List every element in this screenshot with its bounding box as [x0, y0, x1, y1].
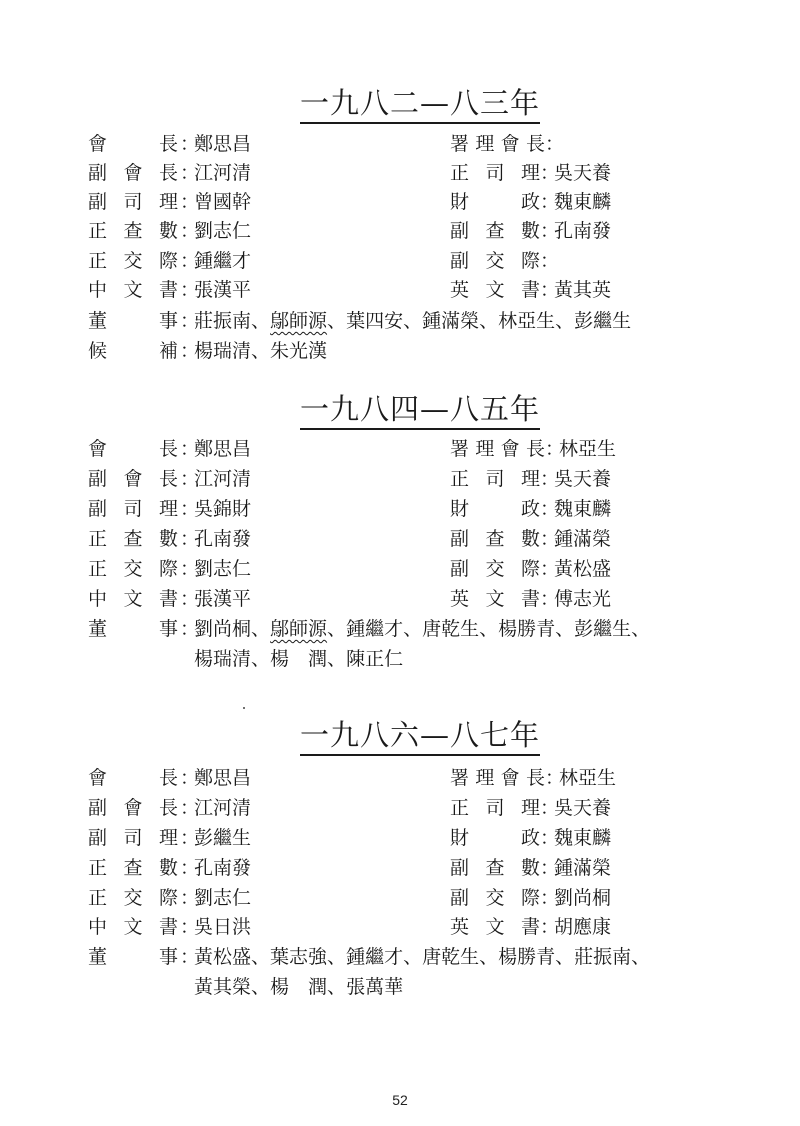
director-name: 莊振南	[574, 946, 632, 968]
officer-row	[0, 526, 800, 552]
director-name: 彭繼生	[574, 310, 632, 332]
colon: ：	[540, 279, 560, 301]
officer-label: 正查數	[88, 528, 178, 550]
director-name: 楊勝青	[498, 946, 556, 968]
officer-name: 傅志光	[554, 588, 612, 610]
colon: ：	[180, 438, 200, 460]
alternates-label: 候補	[88, 340, 178, 362]
director-name: 張萬華	[346, 976, 404, 998]
alternates-list: 楊瑞清、朱光漢	[194, 340, 328, 362]
director-name: 楊瑞清	[194, 648, 252, 670]
section-heading: 一九八四—八五年	[300, 392, 540, 430]
director-name: 黃其榮	[194, 976, 252, 998]
colon: ：	[180, 468, 200, 490]
alternate-name: 朱光漢	[270, 340, 328, 362]
colon: ：	[180, 498, 200, 520]
officer-label: 署理會長	[450, 438, 545, 460]
colon: ：	[180, 887, 200, 909]
officer-name: 鄭思昌	[194, 438, 252, 460]
officer-label: 副司理	[88, 498, 178, 520]
officer-label: 副司理	[88, 191, 178, 213]
officer-name: 鄭思昌	[194, 133, 252, 155]
directors-list: 黃其榮、楊 潤、張萬華	[194, 976, 404, 998]
colon: ：	[545, 438, 565, 460]
colon: ：	[180, 162, 200, 184]
officer-label: 正查數	[88, 857, 178, 879]
director-name: 鄔師源	[270, 618, 328, 640]
officer-row	[0, 825, 800, 851]
officer-name: 鍾滿榮	[554, 857, 612, 879]
colon: ：	[540, 857, 560, 879]
colon: ：	[180, 279, 200, 301]
director-name: 鍾繼才	[346, 946, 404, 968]
officer-name: 吳天養	[554, 468, 612, 490]
officer-label: 財政	[450, 191, 540, 213]
director-name: 葉四安	[346, 310, 404, 332]
directors-list: 劉尚桐、鄔師源、鍾繼才、唐乾生、楊勝青、彭繼生、	[194, 618, 651, 640]
officer-label: 英文書	[450, 916, 540, 938]
director-name: 莊振南	[194, 310, 252, 332]
officer-name: 魏東麟	[554, 498, 612, 520]
officer-name: 黃其英	[554, 279, 612, 301]
officer-name: 孔南發	[554, 220, 612, 242]
colon: ：	[180, 310, 200, 332]
officer-label: 英文書	[450, 588, 540, 610]
directors-row-continued	[0, 974, 800, 1000]
officer-name: 劉志仁	[194, 887, 252, 909]
colon: ：	[540, 250, 560, 272]
director-name: 唐乾生	[422, 618, 480, 640]
officer-name: 吳錦財	[194, 498, 252, 520]
officer-row	[0, 131, 800, 157]
director-name: 黃松盛	[194, 946, 252, 968]
officer-label: 正司理	[450, 162, 540, 184]
officer-label: 副交際	[450, 887, 540, 909]
colon: ：	[540, 468, 560, 490]
officer-label: 副查數	[450, 528, 540, 550]
colon: ：	[180, 558, 200, 580]
director-name: 楊 潤	[270, 648, 328, 670]
officer-name: 林亞生	[559, 438, 617, 460]
officer-label: 正司理	[450, 797, 540, 819]
directors-row	[0, 944, 800, 970]
officer-name: 魏東麟	[554, 827, 612, 849]
colon: ：	[540, 162, 560, 184]
directors-list: 黃松盛、葉志強、鍾繼才、唐乾生、楊勝青、莊振南、	[194, 946, 651, 968]
directors-list: 莊振南、鄔師源、葉四安、鍾滿榮、林亞生、彭繼生	[194, 310, 632, 332]
colon: ：	[540, 558, 560, 580]
director-name: 林亞生	[498, 310, 556, 332]
directors-row-continued	[0, 646, 800, 672]
officer-name: 鄭思昌	[194, 767, 252, 789]
colon: ：	[540, 887, 560, 909]
colon: ：	[180, 133, 200, 155]
officer-name: 張漢平	[194, 588, 252, 610]
officer-label: 英文書	[450, 279, 540, 301]
officer-name: 彭繼生	[194, 827, 252, 849]
director-name: 楊勝青	[498, 618, 556, 640]
officer-row	[0, 885, 800, 911]
officer-name: 鍾滿榮	[554, 528, 612, 550]
directors-row	[0, 308, 800, 334]
officer-name: 劉志仁	[194, 220, 252, 242]
colon: ：	[180, 220, 200, 242]
colon: ：	[180, 827, 200, 849]
officer-label: 副會長	[88, 162, 178, 184]
director-name: 唐乾生	[422, 946, 480, 968]
directors-label: 董事	[88, 618, 178, 640]
director-name: 陳正仁	[346, 648, 404, 670]
colon: ：	[180, 767, 200, 789]
officer-label: 會長	[88, 133, 178, 155]
officer-row	[0, 160, 800, 186]
officer-row	[0, 765, 800, 791]
colon: ：	[180, 618, 200, 640]
colon: ：	[180, 588, 200, 610]
officer-row	[0, 556, 800, 582]
officer-label: 副司理	[88, 827, 178, 849]
officer-label: 中文書	[88, 588, 178, 610]
section-heading: 一九八六—八七年	[300, 718, 540, 756]
officer-row	[0, 218, 800, 244]
officer-row	[0, 855, 800, 881]
directors-label: 董事	[88, 310, 178, 332]
alternate-name: 楊瑞清	[194, 340, 252, 362]
officer-label: 副交際	[450, 558, 540, 580]
director-name: 鍾繼才	[346, 618, 404, 640]
officer-name: 吳日洪	[194, 916, 252, 938]
officer-name: 孔南發	[194, 528, 252, 550]
officer-label: 正交際	[88, 887, 178, 909]
section-heading: 一九八二—八三年	[300, 86, 540, 124]
officer-name: 黃松盛	[554, 558, 612, 580]
directors-row	[0, 616, 800, 642]
officer-name: 孔南發	[194, 857, 252, 879]
colon: ：	[540, 916, 560, 938]
officer-name: 劉志仁	[194, 558, 252, 580]
officer-label: 財政	[450, 827, 540, 849]
colon: ：	[180, 340, 200, 362]
director-name: 鍾滿榮	[422, 310, 480, 332]
alternates-row	[0, 338, 800, 364]
colon: ：	[180, 191, 200, 213]
officer-name: 胡應康	[554, 916, 612, 938]
officer-name: 江河清	[194, 162, 252, 184]
colon: ：	[540, 528, 560, 550]
colon: ：	[180, 528, 200, 550]
officer-row	[0, 496, 800, 522]
colon: ：	[180, 916, 200, 938]
colon: ：	[180, 797, 200, 819]
officer-name: 林亞生	[559, 767, 617, 789]
colon: ：	[540, 191, 560, 213]
officer-label: 署理會長	[450, 767, 545, 789]
colon: ：	[545, 767, 565, 789]
officer-label: 副會長	[88, 468, 178, 490]
directors-label: 董事	[88, 946, 178, 968]
directors-list: 楊瑞清、楊 潤、陳正仁	[194, 648, 404, 670]
director-name: 楊 潤	[270, 976, 328, 998]
officer-name: 鍾繼才	[194, 250, 252, 272]
officer-row	[0, 914, 800, 940]
colon: ：	[540, 827, 560, 849]
officer-label: 中文書	[88, 279, 178, 301]
officer-label: 副查數	[450, 220, 540, 242]
officer-label: 中文書	[88, 916, 178, 938]
officer-label: 正交際	[88, 250, 178, 272]
officer-label: 副交際	[450, 250, 540, 272]
colon: ：	[180, 250, 200, 272]
officer-label: 署理會長	[450, 133, 545, 155]
officer-row	[0, 189, 800, 215]
colon: ：	[540, 220, 560, 242]
officer-name: 張漢平	[194, 279, 252, 301]
officer-name: 劉尚桐	[554, 887, 612, 909]
officer-row	[0, 277, 800, 303]
officer-name: 魏東麟	[554, 191, 612, 213]
director-name: 劉尚桐	[194, 618, 252, 640]
colon: ：	[545, 133, 565, 155]
officer-row	[0, 795, 800, 821]
officer-label: 會長	[88, 767, 178, 789]
director-name: 葉志強	[270, 946, 328, 968]
officer-label: 副會長	[88, 797, 178, 819]
officer-row	[0, 586, 800, 612]
officer-row	[0, 466, 800, 492]
officer-label: 正查數	[88, 220, 178, 242]
colon: ：	[540, 498, 560, 520]
officer-label: 會長	[88, 438, 178, 460]
director-name: 鄔師源	[270, 310, 328, 332]
stray-mark	[243, 707, 245, 709]
officer-name: 吳天養	[554, 162, 612, 184]
officer-name: 曾國幹	[194, 191, 252, 213]
director-name: 彭繼生	[574, 618, 632, 640]
officer-label: 副查數	[450, 857, 540, 879]
officer-row	[0, 436, 800, 462]
officer-row	[0, 248, 800, 274]
colon: ：	[180, 857, 200, 879]
officer-name: 吳天養	[554, 797, 612, 819]
colon: ：	[540, 797, 560, 819]
page-number: 52	[392, 1092, 408, 1108]
colon: ：	[540, 588, 560, 610]
officer-name: 江河清	[194, 797, 252, 819]
officer-name: 江河清	[194, 468, 252, 490]
officer-label: 財政	[450, 498, 540, 520]
officer-label: 正司理	[450, 468, 540, 490]
colon: ：	[180, 946, 200, 968]
officer-label: 正交際	[88, 558, 178, 580]
